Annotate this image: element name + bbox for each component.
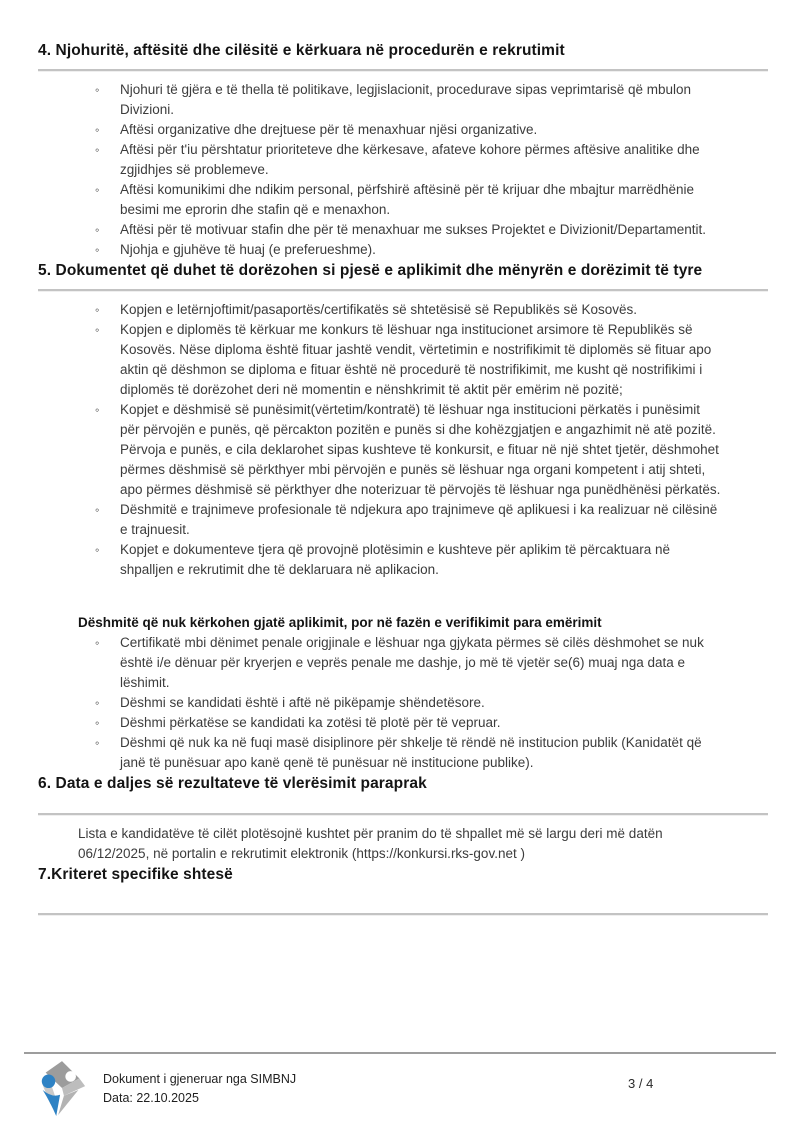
section-5-divider	[38, 289, 768, 292]
footer-inner	[24, 1054, 776, 1118]
list-item-text: Dëshmi që nuk ka në fuqi masë disiplinore për shkelje të rëndë në institucion publik (Kanidatët që janë të punësuar apo kanë qenë të punësuar në institucione publike).	[120, 735, 702, 770]
section-5	[38, 260, 768, 773]
list-item-text: Aftësi për t'iu përshtatur prioriteteve dhe kërkesave, afateve kohore përmes aftësive analitike dhe zgjidhjes së problemeve.	[120, 142, 700, 177]
bullet-icon: ◦	[95, 403, 100, 417]
list-item	[95, 733, 768, 773]
list-item-text: Njohja e gjuhëve të huaj (e preferueshme).	[120, 242, 376, 257]
bullet-icon: ◦	[95, 183, 100, 197]
list-item	[95, 540, 768, 580]
section-7-title: 7.Kriteret specifike shtesë	[38, 866, 233, 883]
section-4-title: 4. Njohuritë, aftësitë dhe cilësitë e kërkuara në procedurën e rekrutimit	[38, 42, 565, 59]
list-item-text: Certifikatë mbi dënimet penale origjinale e lëshuar nga gjykata përmes së cilës dëshmohet se nuk është i/e dënuar për kryerjen e veprës penale me dashje, jo më të vjetër se(6) muaj nga data e lëshimit.	[120, 635, 704, 690]
list-item-text: Dëshmitë e trajnimeve profesionale të ndjekura apo trajnimeve që aplikuesi i ka realizuar në cilësinë e trajnuesit.	[120, 502, 718, 537]
section-5-list	[38, 300, 768, 580]
list-item	[95, 713, 768, 733]
bullet-icon: ◦	[95, 696, 100, 710]
footer-text-block	[103, 1060, 296, 1108]
list-item	[95, 80, 768, 120]
bullet-icon: ◦	[95, 503, 100, 517]
bullet-icon: ◦	[95, 123, 100, 137]
list-item	[95, 500, 768, 540]
list-item	[95, 400, 768, 500]
list-item	[95, 180, 768, 220]
list-item-text: Aftësi për të motivuar stafin dhe për të menaxhuar me sukses Projektet e Divizionit/Departamentit.	[120, 222, 707, 237]
list-item-text: Kopjet e dokumenteve tjera që provojnë plotësimin e kushteve për aplikim të përcaktuara në shpalljen e rekrutimit dhe të deklaruara në aplikacion.	[120, 542, 671, 577]
list-item	[95, 320, 768, 400]
bullet-icon: ◦	[95, 736, 100, 750]
list-item	[95, 120, 768, 140]
list-item	[95, 140, 768, 180]
section-7	[38, 864, 768, 916]
list-item-text: Kopjen e letërnjoftimit/pasaportës/certifikatës së shtetësisë së Republikës së Kosovës.	[120, 302, 638, 317]
simbnj-logo-image	[36, 1060, 88, 1118]
section-4	[38, 40, 768, 260]
section-5-subheading: Dëshmitë që nuk kërkohen gjatë aplikimit, por në fazën e verifikimit para emërimit	[78, 615, 602, 630]
section-6	[38, 773, 768, 864]
list-item	[95, 633, 768, 693]
section-5-verification-list	[38, 633, 768, 773]
section-6-title: 6. Data e daljes së rezultateve të vlerësimit paraprak	[38, 775, 427, 792]
list-item-text: Njohuri të gjëra e të thella të politikave, legjislacionit, procedurave sipas veprimtarisë që mbulon Divizioni.	[120, 82, 692, 117]
page-number: 3 / 4	[628, 1076, 654, 1091]
section-4-divider	[38, 69, 768, 72]
bullet-icon: ◦	[95, 636, 100, 650]
page-footer	[24, 1052, 776, 1130]
simbnj-logo	[36, 1060, 88, 1118]
list-item	[95, 240, 768, 260]
list-item-text: Aftësi organizative dhe drejtuese për të menaxhuar njësi organizative.	[120, 122, 538, 137]
bullet-icon: ◦	[95, 323, 100, 337]
footer-generated-text: Dokument i gjeneruar nga SIMBNJ	[103, 1072, 297, 1086]
bullet-icon: ◦	[95, 716, 100, 730]
section-5-title: 5. Dokumentet që duhet të dorëzohen si pjesë e aplikimit dhe mënyrën e dorëzimit të tyre	[38, 262, 703, 279]
section-6-paragraph: Lista e kandidatëve të cilët plotësojnë kushtet për pranim do të shpallet më së largu deri më datën 06/12/2025, në portalin e rekrutimit elektronik (https://konkursi.rks-gov.net )	[78, 826, 663, 861]
bullet-icon: ◦	[95, 303, 100, 317]
list-item-text: Dëshmi përkatëse se kandidati ka zotësi të plotë për të vepruar.	[120, 715, 501, 730]
bullet-icon: ◦	[95, 143, 100, 157]
list-item-text: Dëshmi se kandidati është i aftë në pikëpamje shëndetësore.	[120, 695, 485, 710]
footer-date-text: Data: 22.10.2025	[103, 1091, 199, 1105]
section-4-list	[38, 80, 768, 260]
list-item-text: Kopjet e dëshmisë së punësimit(vërtetim/kontratë) të lëshuar nga institucioni përkatës i punësimit për përvojën e punës, që përcakton pozitën e punës si dhe kohëzgjatjen e angazhimit në atë pozitë. Përvoja e punës, e cila deklarohet sipas kushteve të konkursit, e fituar në një shtet tjetër, dëshmohet përmes dëshmisë së përkthyer mbi përvojën e punës së lëshuar nga organi kompetent i atij shteti, apo përmes dëshmisë së përkthyer dhe noterizuar të përvojës të lëshuar nga punëdhënësi përkatës.	[120, 402, 721, 497]
list-item-text: Aftësi komunikimi dhe ndikim personal, përfshirë aftësinë për të krijuar dhe mbajtur marrëdhënie besimi me eprorin dhe stafin që e menaxhon.	[120, 182, 695, 217]
list-item	[95, 300, 768, 320]
list-item	[95, 220, 768, 240]
list-item	[95, 693, 768, 713]
list-item-text: Kopjen e diplomës të kërkuar me konkurs të lëshuar nga institucionet arsimore të Republikës së Kosovës. Nëse diploma është fituar jashtë vendit, vërtetimin e nostrifikimit të diplomës së fituar apo aktin që dëshmon se diploma e fituar është në procedurë të nostrifikimit, me kusht që nostrifikimi i diplomës të dorëzohet deri në momentin e nënshkrimit të aktit për emërim në pozitë;	[120, 322, 712, 397]
bullet-icon: ◦	[95, 243, 100, 257]
section-7-divider	[38, 913, 768, 916]
bullet-icon: ◦	[95, 83, 100, 97]
bullet-icon: ◦	[95, 223, 100, 237]
section-6-divider	[38, 813, 768, 816]
bullet-icon: ◦	[95, 543, 100, 557]
